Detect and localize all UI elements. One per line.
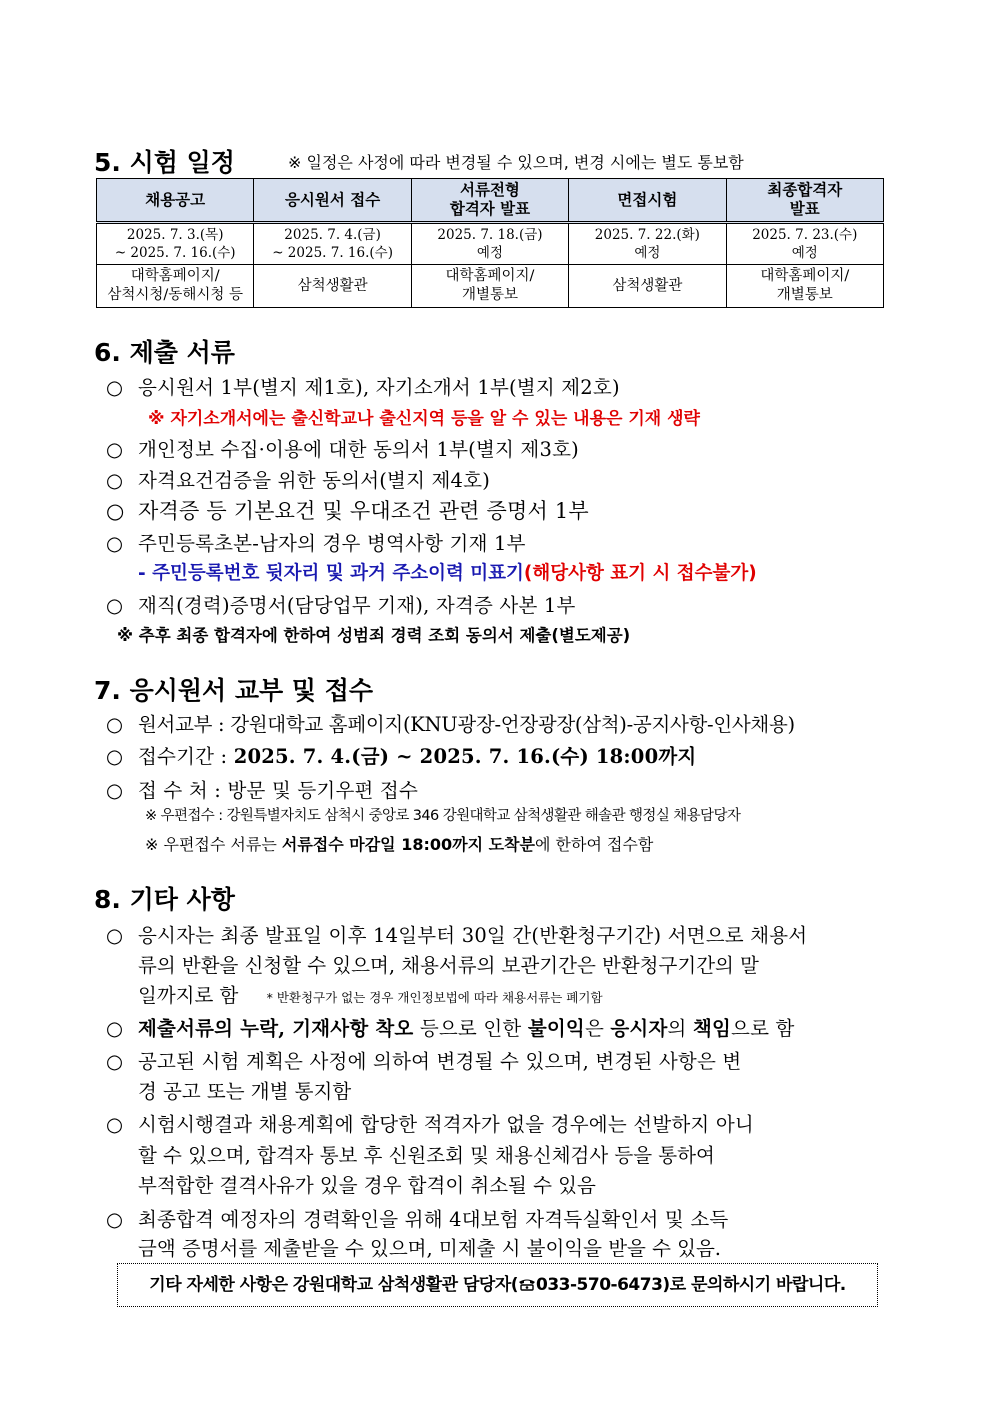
etc-item-5-line1: 최종합격 예정자의 경력확인을 위해 4대보험 자격득실확인서 및 소득 (138, 1208, 729, 1231)
place-cell: 삼척생활관 (569, 265, 726, 308)
bullet-circle-icon: ○ (106, 1017, 124, 1040)
apply-note-2: ※ 우편접수 서류는 서류접수 마감일 18:00까지 도착분에 한하여 접수함 (145, 835, 654, 854)
bullet-circle-icon: ○ (106, 1050, 124, 1073)
contact-phone: 033-570-6473 (536, 1275, 663, 1295)
phone-icon (518, 1278, 536, 1291)
doc-item-5-sub (138, 559, 757, 585)
etc-item-5 (106, 1204, 728, 1232)
bullet-circle-icon: ○ (106, 713, 123, 736)
apply-item-1-text: 원서교부 : 강원대학교 홈페이지(KNU광장-언장광장(삼척)-공지사항-인사채용) (138, 713, 795, 736)
bullet-circle-icon: ○ (106, 594, 124, 617)
doc-item-5-sub-red: (해당사항 표기 시 접수불가) (523, 563, 757, 584)
section5-title: 5. 시험 일정 (94, 148, 235, 177)
header-cell: 면접시험 (569, 179, 726, 223)
doc-item-2 (106, 434, 579, 462)
schedule-header-row (97, 179, 884, 223)
header-cell: 서류전형 합격자 발표 (411, 179, 568, 223)
date-cell: 2025. 7. 3.(목) ~ 2025. 7. 16.(수) (97, 223, 254, 265)
doc-final-note: ※ 추후 최종 합격자에 한하여 성범죄 경력 조회 동의서 제출(별도제공) (117, 626, 631, 645)
section5-note: ※ 일정은 사정에 따라 변경될 수 있으며, 변경 시에는 별도 통보함 (288, 153, 744, 172)
apply-period-value: 2025. 7. 4.(금) ~ 2025. 7. 16.(수) 18:00까지 (233, 745, 697, 768)
doc-item-1-text: 응시원서 1부(별지 제1호), 자기소개서 1부(별지 제2호) (138, 376, 620, 399)
place-cell: 삼척생활관 (254, 265, 411, 308)
doc-item-6-text: 재직(경력)증명서(담당업무 기재), 자격증 사본 1부 (138, 594, 576, 617)
apply-item-1 (106, 709, 795, 737)
etc-item-3-line1: 공고된 시험 계획은 사정에 의하여 변경될 수 있으며, 변경된 사항은 변 (138, 1050, 742, 1073)
schedule-table (96, 178, 884, 308)
doc-item-4-text: 자격증 등 기본요건 및 우대조건 관련 증명서 1부 (138, 499, 589, 523)
doc-item-5 (106, 528, 526, 556)
bullet-circle-icon: ○ (106, 745, 124, 768)
doc-item-1-note: ※ 자기소개서에는 출신학교나 출신지역 등을 알 수 있는 내용은 기재 생략 (148, 409, 700, 429)
header-cell: 채용공고 (97, 179, 254, 223)
bullet-circle-icon: ○ (106, 924, 124, 947)
apply-deadline: 서류접수 마감일 18:00까지 도착분 (281, 835, 535, 854)
place-cell: 대학홈페이지/ 개별통보 (726, 265, 883, 308)
bullet-circle-icon: ○ (106, 469, 124, 492)
doc-item-3-text: 자격요건검증을 위한 동의서(별지 제4호) (138, 469, 491, 492)
doc-item-4 (106, 495, 589, 525)
etc-item-4 (106, 1109, 754, 1137)
etc-item-4-line2: 할 수 있으며, 합격자 통보 후 신원조회 및 채용신체검사 등을 통하여 (138, 1144, 715, 1167)
doc-item-5-text: 주민등록초본-남자의 경우 병역사항 기재 1부 (138, 532, 526, 555)
date-cell: 2025. 7. 4.(금) ~ 2025. 7. 16.(수) (254, 223, 411, 265)
doc-item-6 (106, 590, 576, 618)
doc-item-5-sub-blue: - 주민등록번호 뒷자리 및 과거 주소이력 미표기 (138, 563, 524, 584)
bullet-circle-icon: ○ (106, 532, 124, 555)
bullet-circle-icon: ○ (106, 779, 124, 802)
bullet-circle-icon: ○ (106, 376, 124, 399)
apply-item-2-label: 접수기간 : (138, 745, 234, 768)
etc-item-1-line1: 응시자는 최종 발표일 이후 14일부터 30일 간(반환청구기간) 서면으로 채용서 (138, 924, 808, 947)
section7-title: 7. 응시원서 교부 및 접수 (94, 676, 374, 705)
etc-item-1-line2: 류의 반환을 신청할 수 있으며, 채용서류의 보관기간은 반환청구기간의 말 (138, 954, 759, 977)
doc-item-2-text: 개인정보 수집·이용에 대한 동의서 1부(별지 제3호) (138, 438, 579, 461)
section8-title: 8. 기타 사항 (94, 885, 235, 914)
contact-footer-box: 기타 자세한 사항은 강원대학교 삼척생활관 담당자( 033-570-6473)로 문의하시기 바랍니다. (117, 1263, 878, 1307)
etc-item-3-line2: 경 공고 또는 개별 통지함 (138, 1080, 352, 1103)
apply-item-3 (106, 775, 418, 803)
bullet-circle-icon: ○ (106, 1113, 124, 1136)
etc-item-5-line2: 금액 증명서를 제출받을 수 있으며, 미제출 시 불이익을 받을 수 있음. (138, 1237, 721, 1260)
bullet-circle-icon: ○ (106, 499, 125, 523)
doc-item-1 (106, 372, 620, 400)
apply-note-1: ※ 우편접수 : 강원특별자치도 삼척시 중앙로 346 강원대학교 삼척생활관 해솔관 행정실 채용담당자 (145, 808, 741, 824)
bullet-circle-icon: ○ (106, 438, 124, 461)
schedule-date-row (97, 223, 884, 265)
etc-item-3 (106, 1046, 741, 1074)
apply-item-3-text: 접 수 처 : 방문 및 등기우편 접수 (138, 779, 419, 802)
etc-item-4-line3: 부적합한 결격사유가 있을 경우 합격이 취소될 수 있음 (138, 1174, 596, 1197)
bullet-circle-icon: ○ (106, 1208, 124, 1231)
place-cell: 대학홈페이지/ 개별통보 (411, 265, 568, 308)
date-cell: 2025. 7. 18.(금) 예정 (411, 223, 568, 265)
date-cell: 2025. 7. 23.(수) 예정 (726, 223, 883, 265)
etc-item-1-line3: 일까지로 함 * 반환청구가 없는 경우 개인정보법에 따라 채용서류는 폐기함 (138, 984, 603, 1007)
etc-item-2: ○ 제출서류의 누락, 기재사항 착오 등으로 인한 불이익은 응시자의 책임으로 함 (106, 1017, 795, 1040)
etc-item-4-line1: 시험시행결과 채용계획에 합당한 적격자가 없을 경우에는 선발하지 아니 (138, 1113, 754, 1136)
etc-item-1 (106, 920, 807, 948)
etc-item-1-small-note: * 반환청구가 없는 경우 개인정보법에 따라 채용서류는 폐기함 (266, 990, 603, 1005)
apply-item-2 (106, 741, 696, 769)
schedule-place-row (97, 265, 884, 308)
section6-title: 6. 제출 서류 (94, 338, 235, 367)
place-cell: 대학홈페이지/ 삼척시청/동해시청 등 (97, 265, 254, 308)
header-cell: 응시원서 접수 (254, 179, 411, 223)
doc-item-3 (106, 465, 490, 493)
header-cell: 최종합격자 발표 (726, 179, 883, 223)
date-cell: 2025. 7. 22.(화) 예정 (569, 223, 726, 265)
